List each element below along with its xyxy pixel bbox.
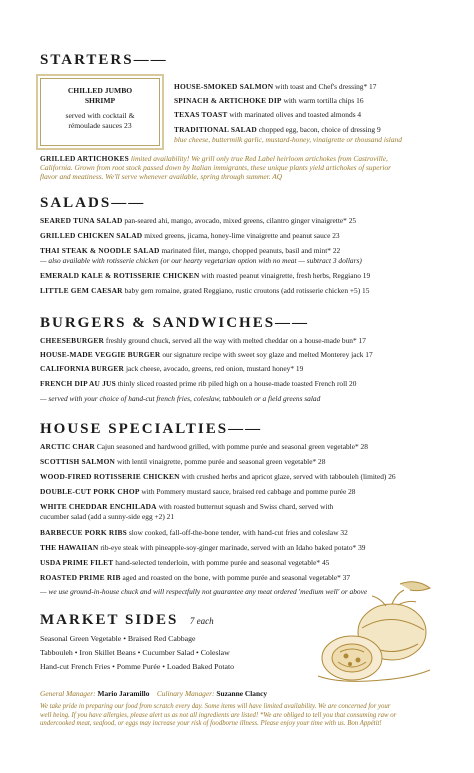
salad-item: THAI STEAK & NOODLE SALAD marinated filet, mango, chopped peanuts, basil and mint* 22 <box>40 246 341 255</box>
house-item: WHITE CHEDDAR ENCHILADA with roasted butternut squash and Swiss chard, served with <box>40 502 334 511</box>
house-item: ROASTED PRIME RIB aged and roasted on the bone, with pomme purée and seasonal vegetable* 37 <box>40 573 351 582</box>
starters-heading: STARTERS—— <box>40 52 168 68</box>
burgers-heading: BURGERS & SANDWICHES—— <box>40 315 310 331</box>
house-item-cont: cucumber salad (add a sunny-side egg +2) 21 <box>40 512 175 521</box>
artichokes-line-3: flavor and meatiness. We'll serve whenever available, spring through summer. AQ <box>40 172 283 181</box>
salad-dressing-note: blue cheese, buttermilk garlic, mustard-honey, vinaigrette or thousand island <box>174 135 402 144</box>
sides-line-3: Hand-cut French Fries • Pomme Purée • Loaded Baked Potato <box>40 662 235 671</box>
footer-disclaimer <box>40 703 440 729</box>
shrimp-name-2: SHRIMP <box>84 95 116 105</box>
burger-sides-note: — served with your choice of hand-cut french fries, coleslaw, tabbouleh or a field greens salad <box>40 394 321 403</box>
salad-item: SEARED TUNA SALAD pan-seared ahi, mango, avocado, mixed greens, cilantro ginger vinaigrette* 25 <box>40 216 357 225</box>
house-item: USDA PRIME FILET hand-selected tenderloin, with pomme purée and seasonal vegetable* 45 <box>40 558 330 567</box>
sides-line-1: Seasonal Green Vegetable • Braised Red Cabbage <box>40 634 196 643</box>
house-heading: HOUSE SPECIALTIES—— <box>40 421 263 437</box>
shrimp-desc-2: rémoulade sauces 23 <box>68 120 132 130</box>
house-item: DOUBLE-CUT PORK CHOP with Pommery mustard sauce, braised red cabbage and pomme purée 28 <box>40 487 356 496</box>
footer-line-2: well being. If you have allergies, please alert us as not all ingredients are listed! *We are obliged to tell you that consuming raw or <box>40 711 397 719</box>
burger-item: HOUSE-MADE VEGGIE BURGER our signature recipe with sweet soy glaze and melted Monterey jack 17 <box>40 350 373 359</box>
burger-item: CALIFORNIA BURGER jack cheese, avocado, greens, red onion, mustard honey* 19 <box>40 364 304 373</box>
salad-item: EMERALD KALE & ROTISSERIE CHICKEN with roasted peanut vinaigrette, fresh herbs, Reggiano 19 <box>40 271 371 280</box>
shrimp-desc-1: served with cocktail & <box>65 111 135 120</box>
house-item: WOOD-FIRED ROTISSERIE CHICKEN with crushed herbs and apricot glaze, served with tabbouleh (limited) 26 <box>40 472 396 481</box>
house-item: ARCTIC CHAR Cajun seasoned and hardwood grilled, with pomme purée and seasonal green vegetable* 28 <box>40 442 368 451</box>
footer-line-1: We take pride in preparing our food from scratch every day. Some items will have limited availability. We are concerned for your <box>40 703 391 710</box>
artichokes-line-2: California. Grown from root stock passed down by Italian immigrants, these unique plants yield artichokes of superior <box>40 163 392 172</box>
salad-item: GRILLED CHICKEN SALAD mixed greens, jicama, honey-lime vinaigrette and peanut sauce 23 <box>40 231 340 240</box>
starter-item: HOUSE-SMOKED SALMON with toast and Chef's dressing* 17 <box>174 82 377 91</box>
salad-item: LITTLE GEM CAESAR baby gem romaine, grated Reggiano, rustic croutons (add rotisserie chicken +5) 15 <box>40 286 370 295</box>
footer-line-3: undercooked meat, seafood, or eggs may increase your risk of foodborne illness. Please enjoy your time with us. Bon Appétit! <box>40 720 382 728</box>
artichokes-line-1: GRILLED ARTICHOKES limited availability! We grill only true Red Label heirloom artichokes from Castroville, <box>40 154 388 163</box>
featured-shrimp-box <box>40 78 160 146</box>
sides-heading: MARKET SIDES 7 each <box>40 612 214 628</box>
tomato-illustration <box>300 580 450 690</box>
sides-line-2: Tabbouleh • Iron Skillet Beans • Cucumber Salad • Coleslaw <box>40 648 230 657</box>
starter-item: TEXAS TOAST with marinated olives and toasted almonds 4 <box>174 110 362 119</box>
house-item: THE HAWAIIAN rib-eye steak with pineapple-soy-ginger marinade, served with an Idaho baked potato* 39 <box>40 543 366 552</box>
salads-heading: SALADS—— <box>40 195 146 211</box>
thai-salad-note: — also available with rotisserie chicken (or our hearty vegetarian option with no meat — subtract 3 dollars) <box>40 256 362 265</box>
house-item: BARBECUE PORK RIBS slow cooked, fall-off-the-bone tender, with hand-cut fries and coleslaw 32 <box>40 528 348 537</box>
burger-item: FRENCH DIP AU JUS thinly sliced roasted prime rib piled high on a house-made toasted French roll 20 <box>40 379 357 388</box>
house-item: SCOTTISH SALMON with lentil vinaigrette, pomme purée and seasonal green vegetable* 28 <box>40 457 326 466</box>
managers-line: General Manager: Mario Jaramillo Culinary Manager: Suzanne Clancy <box>40 689 268 698</box>
burger-item: CHEESEBURGER freshly ground chuck, served all the way with melted cheddar on a house-made bun* 17 <box>40 336 366 345</box>
starter-item: SPINACH & ARTICHOKE DIP with warm tortilla chips 16 <box>174 96 364 105</box>
starter-item: TRADITIONAL SALAD chopped egg, bacon, choice of dressing 9 <box>174 125 381 134</box>
shrimp-name-1: CHILLED JUMBO <box>67 86 133 95</box>
meat-doneness-note: — we use ground-in-house chuck and will respectfully not guarantee any meat ordered 'medium well' or above <box>40 587 368 596</box>
